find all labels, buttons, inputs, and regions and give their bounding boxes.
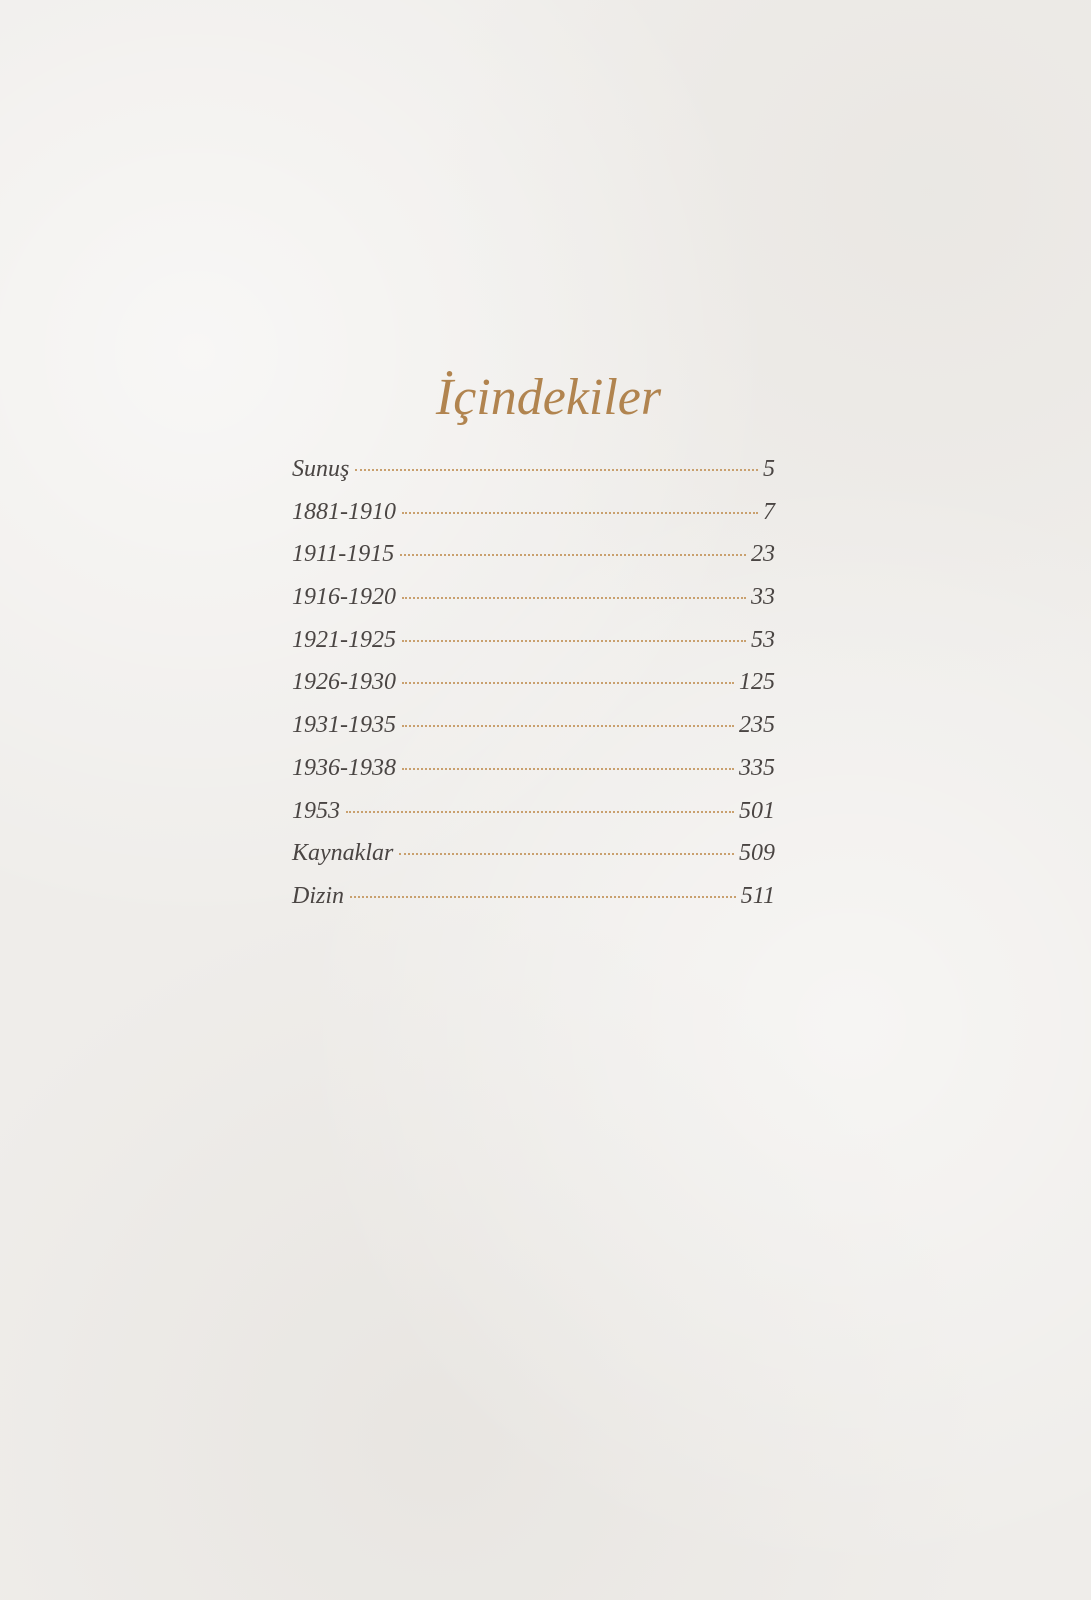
toc-entry-page-number: 335 <box>739 754 775 781</box>
toc-entry-label: 1881-1910 <box>292 498 396 525</box>
dot-leader <box>402 597 746 599</box>
dot-leader <box>402 512 758 514</box>
toc-entry-page-number: 509 <box>739 840 775 867</box>
toc-entry-label: 1936-1938 <box>292 754 396 781</box>
dot-leader <box>402 768 734 770</box>
toc-entry-page-number: 7 <box>763 498 775 525</box>
dot-leader <box>399 853 734 855</box>
toc-entry-label: Dizin <box>292 882 345 909</box>
toc-entry-1881-1910[interactable] <box>292 498 775 541</box>
toc-entry-1916-1920[interactable] <box>292 583 775 626</box>
toc-entry-1926-1930[interactable] <box>292 668 775 711</box>
toc-entry-label: Sunuş <box>292 456 350 482</box>
dot-leader <box>355 469 758 471</box>
toc-entry-page-number: 235 <box>739 712 775 739</box>
toc-entry-page-number: 511 <box>740 882 775 909</box>
dot-leader <box>402 682 734 684</box>
toc-entry-page-number: 125 <box>739 669 775 696</box>
toc-entry-label: 1921-1925 <box>292 626 396 653</box>
toc-entry-label: 1926-1930 <box>292 669 396 696</box>
dot-leader <box>402 725 734 727</box>
toc-entry-1911-1915[interactable] <box>292 540 775 583</box>
toc-entry-page-number: 501 <box>739 797 775 824</box>
toc-entry-label: 1953 <box>292 797 340 824</box>
toc-entry-label: 1916-1920 <box>292 584 396 611</box>
dot-leader <box>346 811 734 813</box>
dot-leader <box>400 554 746 556</box>
dot-leader <box>350 896 736 898</box>
toc-entry-1921-1925[interactable] <box>292 626 775 669</box>
table-of-contents <box>292 455 775 925</box>
toc-entry-page-number: 33 <box>751 584 775 611</box>
toc-entry-page-number: 5 <box>763 456 775 482</box>
toc-entry-page-number: 53 <box>751 626 775 653</box>
toc-entry-1953[interactable] <box>292 797 775 840</box>
toc-entry-sunus[interactable] <box>292 455 775 498</box>
toc-entry-label: 1931-1935 <box>292 712 396 739</box>
toc-entry-kaynaklar[interactable] <box>292 839 775 882</box>
toc-entry-1931-1935[interactable] <box>292 711 775 754</box>
toc-entry-1936-1938[interactable] <box>292 754 775 797</box>
page-title: İçindekiler <box>435 369 662 426</box>
toc-entry-page-number: 23 <box>751 541 775 568</box>
toc-entry-dizin[interactable] <box>292 882 775 925</box>
toc-entry-label: Kaynaklar <box>292 840 394 867</box>
dot-leader <box>402 640 746 642</box>
toc-entry-label: 1911-1915 <box>292 541 395 568</box>
